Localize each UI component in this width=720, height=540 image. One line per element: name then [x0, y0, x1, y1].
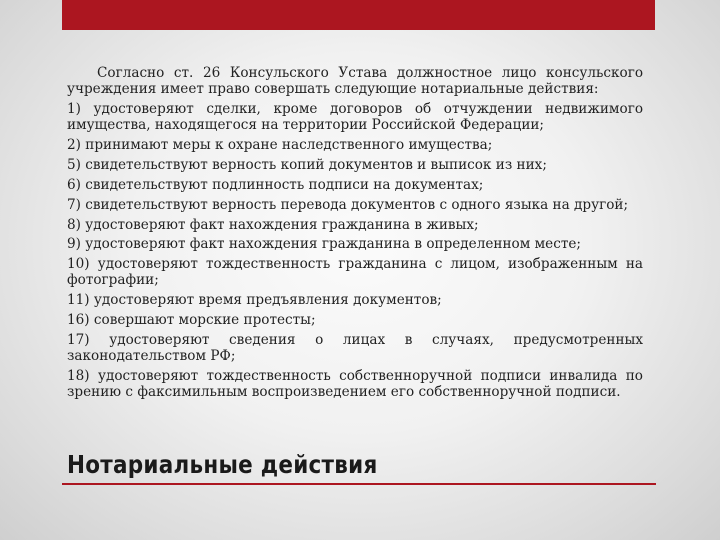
list-item: 2) принимают меры к охране наследственного имущества;: [67, 136, 493, 153]
body-text: [67, 66, 643, 405]
list-item: 17) удостоверяют сведения о лицах в случаях, предусмотренных законодательством РФ;: [67, 332, 643, 365]
list-item: 1) удостоверяют сделки, кроме договоров об отчуждении недвижимого имущества, находящегося на территории Российской Федерации;: [67, 100, 643, 133]
list-item: 7) свидетельствуют верность перевода документов с одного языка на другой;: [67, 196, 629, 213]
list-item: 5) свидетельствуют верность копий документов и выписок из них;: [67, 156, 547, 173]
list-item: 10) удостоверяют тождественность гражданина с лицом, изображенным на фотографии;: [67, 256, 643, 289]
list-item: 8) удостоверяют факт нахождения гражданина в живых;: [67, 216, 479, 233]
list-item: 9) удостоверяют факт нахождения гражданина в определенном месте;: [67, 236, 581, 253]
title-underline: [62, 483, 656, 485]
list-item: 6) свидетельствуют подлинность подписи на документах;: [67, 176, 484, 193]
top-accent-bar: [62, 0, 655, 30]
list-item: 18) удостоверяют тождественность собственноручной подписи инвалида по зрению с факсимильным воспроизведением его собственноручной подписи.: [67, 368, 643, 400]
slide-title: Нотариальные действия: [67, 450, 378, 479]
intro-paragraph: Согласно ст. 26 Консульского Устава должностное лицо консульского учреждения имеет право совершать следующие нотариальные действия:: [67, 65, 643, 97]
list-item: 11) удостоверяют время предъявления документов;: [67, 292, 442, 309]
list-item: 16) совершают морские протесты;: [67, 312, 316, 329]
